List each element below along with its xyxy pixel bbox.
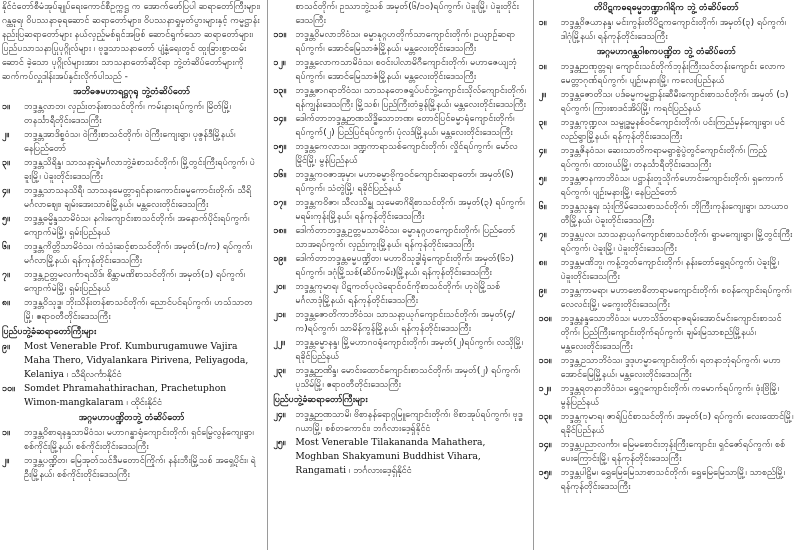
column-divider	[267, 0, 268, 550]
list-item	[2, 128, 261, 156]
list-item-number: ၁၅။	[273, 142, 287, 152]
list-item-number: ၂။	[538, 90, 546, 100]
list-item	[2, 100, 261, 128]
list-item	[273, 168, 526, 196]
list-item-number: ၁။	[538, 18, 547, 28]
list-item-number: ၁၆။	[273, 170, 287, 180]
list-item-text: ဘဒ္ဒန္တဉာဏသာမိ၊ ဗိစာနန်ရောဂ္ဂမြူကျောင်းတိုက်၊ ဗိစာအုပ်ရပ်ကွက်၊ ဗုဒ္ဓဂယာမြို့၊ စစ်တကောင်း၊ ဘင်္ဂလားဒေ့ရှ်နိုင်ငံ	[295, 410, 523, 434]
list-item	[539, 312, 794, 354]
column-text	[2, 0, 261, 482]
list-item-number: ၁၁။	[273, 30, 287, 40]
list-item-text: ဘဒ္ဒန္တဇောတိကာဘိဝံသ၊ သာသနာ့ယုဂ်ကျောင်းသင်တိုက်၊ အမှတ်(၄/က)ရပ်ကွက်၊ သာမိန်ကွန်မြို့နယ်၊ ရန်ကုန်တိုင်းဒေသကြီး	[295, 310, 515, 334]
list-item-text: ဘဒ္ဒန္တဝိဇယာနန္ဒ၊ မင်းကွန်းတိပိဋကကျောင်းတိုက်၊ အမှတ်(၃) ရပ်ကွက်၊ ဒါဂုံမြို့နယ်၊ ရန်ကုန်တိုင်းဒေသကြီး	[560, 18, 787, 42]
list-item	[273, 84, 526, 112]
list-item-text: ဘဒ္ဒန္တရတနာဘိဝံသ၊ ရွှေဂူကျောင်းတိုက်၊ ကမောက်ရပ်ကွက်၊ ဖုံးဗြိမြို့၊ မွန်ပြည်နယ်	[560, 384, 780, 408]
list-item	[2, 340, 261, 382]
list-item-number: ၁၃။	[273, 86, 287, 96]
list-item-text: Somdet Phramahathirachan, Prachetuphon Wimon-mangkalaram ၊ ထိုင်းနိုင်ငံ	[24, 383, 227, 408]
list-item	[273, 28, 526, 56]
list-item-number: ၂၃။	[273, 366, 286, 376]
list-item-text: ဘဒ္ဒန္တပညာလင်္ကာ၊ မြေမစောင်းဘုန်းကြီးကျောင်း၊ ရှင်ဇော်ရပ်ကွက်၊ စစ်ပေးကြောင်းမြို့၊ ရန်ကုန်တိုင်းဒေသကြီး	[560, 440, 786, 464]
list-item	[539, 16, 794, 44]
list-item-number: ၆။	[538, 202, 547, 212]
list-item-text: ဘဒ္ဒန္တအာဒိစ္စဝံသ၊ ဝဲကြီးစာသင်တိုက်၊ ဝဲကြီးကျေးရွာ၊ ပုဇွန်ဒီမြို့နယ်၊ နေပြည်တော်	[24, 130, 236, 154]
list-item-number: ၂၁။	[273, 310, 286, 320]
list-item-text: ဘဒ္ဒန္တဇိနဝံသ၊ ဆေးသာတိကရာမရွာစွဲပွဲတွင်ကျောင်းတိုက်၊ ကြည့်ရပ်ကွက်၊ ထားဝယ်မြို့၊ တနင်္သာရီတိုင်းဒေသကြီး	[560, 146, 767, 170]
section-subheading: ပြည်ပဘွဲ့ခံဆရာတော်ကြီးများ	[273, 395, 368, 405]
list-item	[273, 436, 526, 478]
list-item-number: ၇။	[538, 230, 547, 240]
list-item-number: ၁၈။	[273, 226, 287, 236]
list-item	[539, 116, 794, 144]
list-item	[2, 296, 261, 324]
list-item-number: ၃။	[2, 158, 10, 168]
list-item-text: Most Venerable Tilakananda Mahathera, Moghban Shakyamuni Buddhist Vihara, Rangamati ၊ ဘင်္ဂလားဒေ့ရှ်နိုင်ငံ	[295, 437, 486, 476]
list-item-text: Most Venerable Prof. Kumburugamuwe Vajira Maha Thero, Vidyalankara Pirivena, Peliyagoda, Kelaniya ၊ သီရိလင်္ကာနိုင်ငံ	[24, 341, 249, 380]
list-item	[273, 56, 526, 84]
list-item-number: ၁၅။	[538, 468, 552, 478]
list-item-number: ၂။	[2, 456, 10, 466]
list-item	[2, 212, 261, 240]
list-item	[273, 280, 526, 308]
list-item-number: ၁၃။	[538, 412, 552, 422]
list-item-text: ဘဒ္ဒန္တကဝိဇာ၊ သီလသိန္ဓု သုမေဓာဂိရိစာသင်တိုက်၊ အမှတ်(၃) ရပ်ကွက်၊ မရမ်းကုန်းမြို့နယ်၊ ရန်ကုန်တိုင်းဒေသကြီး	[295, 198, 525, 222]
list-item-number: ၂၅။	[273, 438, 286, 448]
list-item	[2, 454, 261, 482]
list-item-text: ဘဒ္ဒန္တဓမ္မိန္ဒသာမိဝံသ၊ နဂါးကျောင်းစာသင်တိုက်၊ အနောက်ပိုင်းရပ်ကွက်၊ ကျောက်မဲမြို့၊ ရှမ်းပြည်နယ်	[24, 214, 250, 238]
list-item-text: ဘဒ္ဒန္တသိရိန္ဒ၊ သာသနာ့ရဲ့မင်္ဂလာဘွဲ့ခံစာသင်တိုက်၊ မြို့တွင်းကြီးရပ်ကွက်၊ ပဲခူးမြို့၊ ပဲခူးတိုင်းဒေသကြီး	[24, 158, 255, 182]
list-item-number: ၅။	[538, 174, 547, 184]
list-item-number: ၁။	[538, 62, 547, 72]
list-item-number: ၁၂။	[538, 384, 551, 394]
list-item	[273, 224, 526, 252]
list-item-text: ဘဒ္ဒန္တပုလ၊ သာသနာ့ယုဂ်ကျောင်းစာသင်တိုက်၊ ရွာမကျေးရွာ၊ မြို့တွင်းကြီးရပ်ကွက်၊ ပဲခူးမြို့၊ ပဲခူးတိုင်းဒေသကြီး	[560, 230, 793, 254]
list-item	[273, 364, 526, 392]
list-item-text: ဒေါက်တာဘဒ္ဒန္တဥတ္တမသာမိဝံသ၊ ဓမ္မာနုဂ္ဂဟကျောင်းတိုက်၊ ပြည်တော်သာအရပ်ကွက်၊ လှည်းကူးမြို့နယ်၊ ရန်ကုန်တိုင်းဒေသကြီး	[295, 226, 516, 250]
list-item	[539, 466, 794, 494]
section-subheading: ပြည်ပဘွဲ့ခံဆရာတော်ကြီးများ	[2, 327, 97, 337]
list-item-text: ဘဒ္ဒန္တမဏိဘူ၊ ကန့်ဘွတ်ကျောင်းတိုက်၊ နန်းတော်ရှေ့ရပ်ကွက်၊ ပဲခူးမြို့၊ ပဲခူးတိုင်းဒေသကြီး	[560, 258, 779, 282]
list-item-text: ဒေါက်တာဘဒ္ဒန္တဓမ္မပဏ္ဍိတ၊ မဟာဝိသုဒ္ဓါရုံကျောင်းတိုက်၊ အမှတ်(၆၁) ရပ်ကွက်၊ ဒဂုံမြို့သစ်(ဆိပ်ကမ်း)မြို့နယ်၊ ရန်ကုန်တိုင်းဒေသကြီး	[295, 254, 514, 278]
list-item	[539, 382, 794, 410]
list-item-number: ၂၀။	[273, 282, 286, 292]
list-item-number: ၈။	[2, 298, 10, 308]
list-item-number: ၉။	[538, 286, 547, 296]
list-item-number: ၃။	[538, 118, 547, 128]
list-item-text: ဘဒ္ဒန္တဉာဏုတ္တရ၊ ကျောင်းသင်တိုက်ဘုန်းကြီးသင်တန်းကျောင်း လောကမေတ္တာဂုဏ်ရပ်ကွက်၊ ပျဉ်းမနားမြို့၊ ကလေးပြည်နယ်	[560, 62, 786, 86]
list-item-text: ဘဒ္ဒန္တပဏ္ဍိတ၊ မြေအုတ်သင်ဒီမတောင်ကြိုက်၊ နန်းဘီးမြို့သစ် အရှေ့ပိုင်း၊ ရဲဦးမြို့နယ်၊ စစ်ကိုင်းတိုင်းဒေသကြီး	[24, 456, 256, 480]
list-item-number: ၁၀။	[538, 314, 552, 324]
list-item-number: ၁၀။	[2, 384, 15, 394]
list-item-text: ဘဒ္ဒန္တလာဘ၊ လှည်းတန်းစာသင်တိုက်၊ ကမ်းနားရပ်ကွက်၊ မြိတ်မြို့၊ တနင်္သာရီတိုင်းဒေသကြီး	[24, 102, 232, 126]
list-item	[273, 308, 526, 336]
list-item-number: ၉။	[2, 342, 10, 352]
list-item	[273, 140, 526, 168]
column-divider	[533, 0, 534, 550]
list-item-number: ၁၄။	[273, 114, 287, 124]
list-item-text: ဒေါက်တာဘဒ္ဒန္တဉာဏသိဒ္ဓိသောဘဏ၊ တောင်ပြင်ဓမ္မာရုံကျောင်းတိုက်၊ ရပ်ကွက်(၂) ပြည်ပြင်ရပ်ကွက်၊ ပုံလဒ်မြို့နယ်၊ မန္တလေးတိုင်းဒေသကြီး	[295, 114, 515, 138]
list-item-text: ဘဒ္ဒန္တဉာဏိန္ဒ၊ မောင်းထောင်ကျောင်းစာသင်တိုက်၊ အမှတ်(၂) ရပ်ကွက်၊ ပုသိမ်မြို့၊ ဧရာဝတီတိုင်းဒေသကြီး	[295, 366, 521, 390]
list-item	[539, 228, 794, 256]
intro-paragraph: နိုင်ငံတော်စီမံအုပ်ချုပ်ရေးကောင်စီဥက္ကဋ္ဌ က အောက်ဖော်ပြပါ ဆရာတော်ကြီးများ၊ ဂန္ထဓုရ၊ ဝိပဿနာဓုရဆောင် ဆရာတော်များ၊ ဝိပဿနာရှုမှတ်ပွားများနှင့် ကမ္မဋ္ဌာန်းနည်းပြဆရာတော်များ နယ်လှည့်မစ်ရှင်အဖြစ် ဆောင်ရွက်သော ဆရာတော်များ၊ ပြည်ပသာသနာပြုပုဂ္ဂိုလ်များ ၊ ဗုဒ္ဓသာသနာတော် ပျံ့နှံ့ရေးတွင် ထူးခြားစွာထမ်းဆောင် ခဲ့သော ပုဂ္ဂိုလ်များအား သာသနာတော်ဆိုင်ရာ ဘွဲ့တံဆိပ်တော်များကို ဆက်ကပ်လှူဒါန်းအပ်နှင်းလိုက်ပါသည် -	[2, 2, 261, 82]
list-item-text: ဘဒ္ဒန္တကုမာရ၊ ဇာရ်ပြင်စာသင်တိုက်၊ အမှတ်(၁) ရပ်ကွက်၊ လေးထောင်မြို့၊ ရခိုင်ပြည်နယ်	[560, 412, 794, 436]
list-item-text: ဘဒ္ဒန္တဝိသုဒ္ဓ၊ ဘိုးသိန်းတန်စာသင်တိုက်၊ ညောင်ပင်ရပ်ကွက်၊ ဟသ်သာတမြို့၊ ဧရာဝတီတိုင်းဒေသကြီး	[24, 298, 253, 322]
list-item	[273, 0, 526, 28]
list-item-text: ဘဒ္ဒန္တကုဏ္ဍလ၊ သမ္ဗုဒ္ဓမ္မနစ်ဝင်ကျောင်းတိုက်၊ ပင်းကြည်မှန်ကျေးရွာ၊ ပင်လည်ရွာမြို့နယ်၊ ရန်ကုန်တိုင်းဒေသကြီး	[560, 118, 785, 142]
list-item-text: ဘဒ္ဒန္တကုမာရ၊ ပိဋကတ်ပုလဲရောင်ဝင်ကိုစာသင်တိုက်၊ ဟုဝဲမြို့သစ် မင်္ဂလာဒုံမြို့နယ်၊ ရန်ကုန်တိုင်းဒေသကြီး	[295, 282, 501, 306]
list-item	[273, 336, 526, 364]
list-item-text: ဘဒ္ဒန္တပါဠိမ၊ ရွှေမြေမြေသာစာသင်တိုက်၊ ရွှေမြေမြေသာမြို့၊ သာစည်မြို့၊ ရန်ကုန်တိုင်းဒေသကြီး	[560, 468, 786, 492]
list-item-number: ၁၄။	[538, 440, 552, 450]
list-item-number: ၁။	[2, 102, 10, 112]
list-item-number: ၈။	[538, 258, 547, 268]
section-heading: အဂ္ဂမဟာဂန္ထဝါစကပဏ္ဍိတ ဘွဲ့ တံဆိပ်တော်	[596, 47, 736, 57]
list-item	[273, 252, 526, 280]
list-item-number: ၁၂။	[273, 58, 286, 68]
list-item-text: ဘဒ္ဒန္တဝိစာရနန္ဒသာမိဝံသ၊ မဟာဂန္ဓာရုံကျောင်းတိုက်၊ ရှင်မြွေလွန်ကျေးရွာ၊ စစ်ကိုင်းမြို့နယ်၊ စစ်ကိုင်းတိုင်းဒေသကြီး	[24, 428, 254, 452]
column-1	[2, 0, 267, 550]
column-2	[267, 0, 532, 550]
column-text	[273, 0, 526, 478]
list-item	[539, 172, 794, 200]
list-item-text: ဘဒ္ဒန္တဇာနကာဘိဝံသ၊ ပဋ္ဌာန်းတူသိုက်ဟောင်းကျောင်းတိုက်၊ ရှကောက်ရပ်ကွက်၊ ပျဉ်းမနားမြို့၊ နေပြည်တော်	[560, 174, 784, 198]
list-item-text: ဘဒ္ဒန္တကေလာသ၊ ဒဏ္ဍကာရာသစ်ကျောင်းတိုက်၊ လှိုင်ရပ်ကွက်၊ မော်လမြိုင်မြို့၊ မွန်ပြည်နယ်	[295, 142, 518, 166]
list-item	[273, 112, 526, 140]
list-item-text: ဘဒ္ဒန္တသုန္ဒရ၊ သုံးကြိမ်ဒေသစာသင်တိုက်၊ ဘိုကြီးကုန်းကျေးရွာ၊ သာယာဝတီမြို့နယ်၊ ပဲခူးတိုင်းဒေသကြီး	[560, 202, 789, 226]
list-item-number: ၂၂။	[273, 338, 285, 348]
list-item	[539, 256, 794, 284]
list-item-text: စာသင်တိုက်၊ ဥဿာဘွဲ့သစ် အမှတ်(၆/၁၀)ရပ်ကွက်၊ ပဲခူးမြို့၊ ပဲခူးတိုင်းဒေသကြီး	[295, 2, 519, 26]
list-item	[2, 184, 261, 212]
list-item	[539, 144, 794, 172]
list-item-number: ၇။	[2, 270, 10, 280]
list-item-text: ဘဒ္ဒန္တကာမရာ၊ မဟာဗောဓိတာရာမကျောင်းတိုက်၊ စဝန်ကျောင်းရပ်ကွက်၊ လေလင်းမြို့၊ မကွေးတိုင်းဒေသကြီး	[560, 286, 792, 310]
list-item-number: ၅။	[2, 214, 10, 224]
list-item	[273, 408, 526, 436]
list-item	[539, 60, 794, 88]
list-item	[539, 354, 794, 382]
list-item-number: ၄။	[2, 186, 10, 196]
list-item-text: ဘဒ္ဒန္တကိတ္တိသာမိဝံသ၊ ကံသုံးဆင့်စာသင်တိုက်၊ အမှတ်(၁/က) ရပ်ကွက်၊ မင်္ဂလာမြို့နယ်၊ ရန်ကုန်တိုင်းဒေသကြီး	[24, 242, 253, 266]
list-item-text: ဘဒ္ဒန္တဇောတိသ၊ ပဒ်ဓမ္မကမ္မဋ္ဌာန်းဆီမီးကျောင်းစာသင်တိုက်၊ အမှတ် (၁) ရပ်ကွက်၊ ကြားစာဒင်အိပ်မြို့၊ ကရင်ပြည်နယ်	[560, 90, 789, 114]
list-item-number: ၄။	[538, 146, 547, 156]
list-item-number: ၆။	[2, 242, 10, 252]
list-item-number: ၁၉။	[273, 254, 287, 264]
list-item-text: ဘဒ္ဒန္တနန္ဒသောဘိဝံသ၊ မဟာသိဒ်တရာဇရမ်းအောင်မင်းကျောင်းစာသင်တိုက်၊ ပြည်ကြီးကျောင်းတိုက်ရပ်ကွက်၊ ချမ်းမြသာစည်မြို့နယ်၊ မန္တလေးတိုင်းဒေသကြီး	[560, 314, 782, 352]
list-item-text: ဘဒ္ဒန္တဓမ္မာနန္ဒ၊ မြို့မဟာဂ၀ရုံကျောင်းတိုက်၊ အမှတ်(၂)ရပ်ကွက်၊ လသိုမြို့၊ ရခိုင်ပြည်နယ်	[295, 338, 524, 362]
list-item-text: ဘဒ္ဒန္တလောကသာမိဝံသ၊ စဝင်းပါလာမိဂီကျောင်းတိုက်၊ မဟာဇေယျဘုံရပ်ကွက်၊ အောင်မြေသာဇံမြို့နယ်၊ မန္တလေးတိုင်းဒေသကြီး	[295, 58, 517, 82]
list-item-text: ဘဒ္ဒန္တဥတ္တမလင်္ကာရသိဒ်၊ စိန္တာမဏိစာသင်တိုက်၊ အမှတ်(၁) ရပ်ကွက်၊ ကျောက်မဲမြို့၊ ရှမ်းပြည်နယ်	[24, 270, 246, 294]
list-item-number: ၁၇။	[273, 198, 287, 208]
section-heading: အဂ္ဂမဟာပဏ္ဍိတဘွဲ့ တံဆိပ်တော်	[78, 413, 185, 423]
list-item	[2, 426, 261, 454]
list-item	[2, 268, 261, 296]
list-item-text: ဘဒ္ဒန္တဇာဂရာဘိဝံသ၊ သာသနတေဇရှုပ်ပင်ဘွဲ့ကျောင်းသိုလ်ကျောင်းတိုက်၊ ရန်ကျွန်းဒေသကြီး မြို့သစ်၊ ပြည်ကြီးတံခွန်မြို့နယ်၊ မန္တလေးတိုင်းဒေသကြီး	[295, 86, 527, 110]
column-3	[533, 0, 794, 550]
list-item-number: ၁။	[2, 428, 10, 438]
list-item-number: ၂၄။	[273, 410, 286, 420]
section-heading: အဘိဓဇမဟာရဋ္ဌဂုရု ဘွဲ့တံဆိပ်တော်	[73, 87, 191, 97]
list-item	[539, 88, 794, 116]
list-item	[539, 438, 794, 466]
section-heading: တိပိဋကဓရဓမ္မဘဏ္ဍာဂါရိက ဘွဲ့ တံဆိပ်တော်	[593, 3, 739, 13]
list-item	[539, 200, 794, 228]
list-item-text: ဘဒ္ဒန္တဥသာဘိဝံသ၊ ဒ္ဒဒုဟမ္မာကျောင်းတိုက်၊ ရတနာဘုံရပ်ကွက်၊ မဟာအောင်မြေမြို့နယ်၊ မန္တလေးတိုင်းဒေသကြီး	[560, 356, 781, 380]
list-item-text: ဘဒ္ဒန္တသာသနသိရီ၊ သာသနမေတ္တာရှင်နားကောင်းဓမ္မကောင်းတိုက်၊ သီရိမင်္ဂလာဈေး၊ ချမ်းအေးသာစံမြို့နယ်၊ မန္တလေးတိုင်းဒေသကြီး	[24, 186, 252, 210]
list-item-text: ဘဒ္ဒန္တဝိမလာဘိဝံသ၊ ဓမ္မာနုဂ္ဂဟတိုက်သာကျောင်းတိုက်၊ ဥယျာဉ်ဆရာရပ်ကွက်၊ အောင်မြေသာဇံမြို့နယ်၊ မန္တလေးတိုင်းဒေသကြီး	[295, 30, 516, 54]
list-item	[539, 410, 794, 438]
list-item	[2, 382, 261, 410]
list-item	[539, 284, 794, 312]
column-text	[539, 1, 794, 494]
list-item	[2, 156, 261, 184]
list-item	[273, 196, 526, 224]
list-item	[2, 240, 261, 268]
list-item-number: ၂။	[2, 130, 10, 140]
list-item-number: ၁၁။	[538, 356, 552, 366]
list-item-text: ဘဒ္ဒန္တကဝဇာအုမှာ၊ မဟာဓမ္မာဗိုက္ခဝင်ကျောင်းဆရာတော်၊ အမှတ်(၆) ရပ်ကွက်၊ သံတွဲမြို့၊ ရခိုင်ပြည်နယ်	[295, 170, 514, 194]
